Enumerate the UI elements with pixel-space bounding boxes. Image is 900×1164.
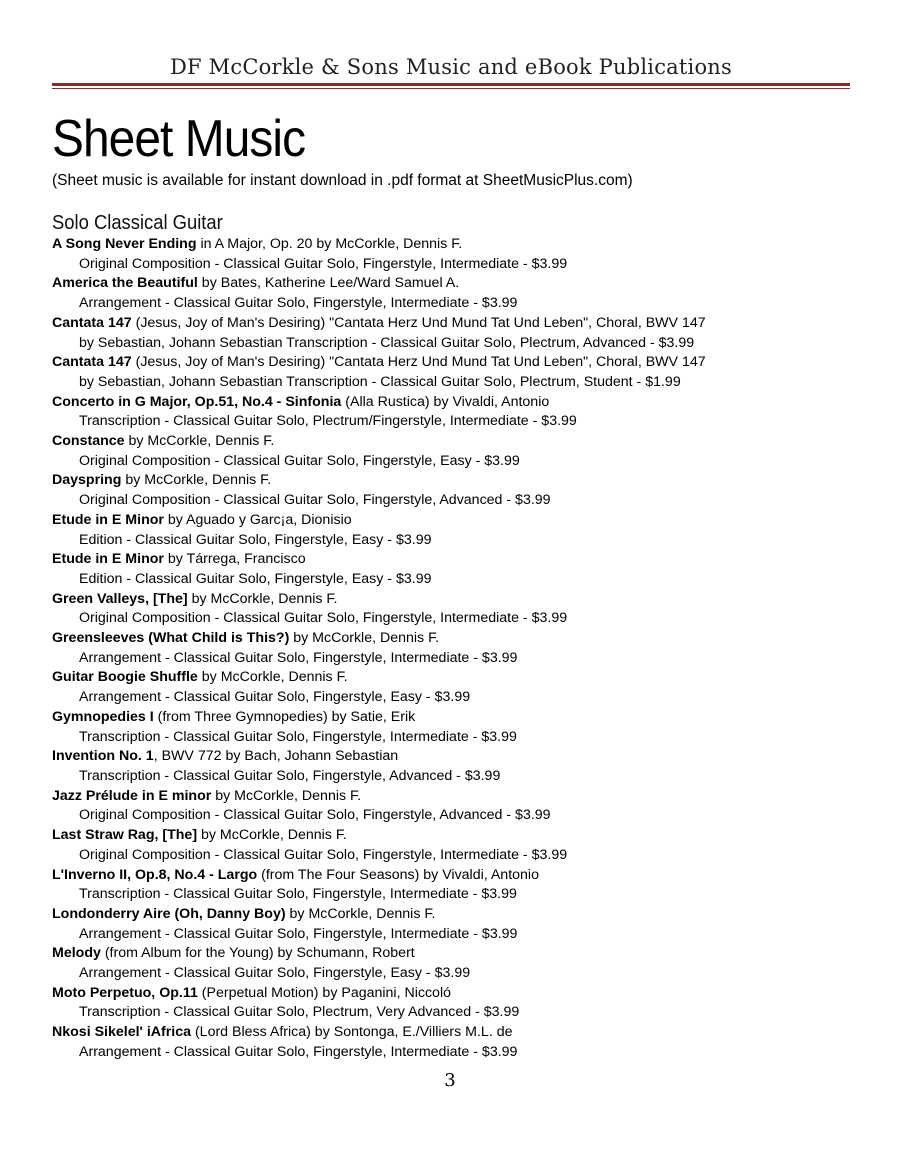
list-item (52, 984, 872, 1023)
entry-title: Nkosi Sikelel' iAfrica (52, 1024, 192, 1041)
entry-title: Gymnopedies I (52, 708, 154, 725)
entry-info: (from The Four Seasons) by Vivaldi, Antonio (257, 866, 539, 883)
entry-detail: Transcription - Classical Guitar Solo, Fingerstyle, Advanced - $3.99 (79, 767, 501, 784)
entry-info: (Lord Bless Africa) by Sontonga, E./Villiers M.L. de (191, 1024, 513, 1041)
entry-title: A Song Never Ending (52, 236, 197, 252)
list-item (52, 708, 872, 747)
entry-title: Moto Perpetuo, Op.11 (52, 984, 198, 1001)
entry-title: Etude in E Minor (52, 551, 164, 568)
entry-detail: Arrangement - Classical Guitar Solo, Fingerstyle, Easy - $3.99 (79, 689, 471, 706)
entry-info: (Jesus, Joy of Man's Desiring) "Cantata Herz Und Mund Tat Und Leben", Choral, BWV 147 (131, 354, 706, 371)
entry-info: by McCorkle, Dennis F. (121, 472, 272, 489)
entry-title: Guitar Boogie Shuffle (52, 669, 198, 686)
list-item (52, 787, 872, 826)
entry-detail: Arrangement - Classical Guitar Solo, Fingerstyle, Easy - $3.99 (79, 965, 471, 982)
entry-detail: Transcription - Classical Guitar Solo, Fingerstyle, Intermediate - $3.99 (79, 886, 517, 903)
entry-info: (Jesus, Joy of Man's Desiring) "Cantata Herz Und Mund Tat Und Leben", Choral, BWV 147 (131, 314, 706, 331)
entry-info: by Aguado y Garc¡a, Dionisio (163, 511, 352, 528)
entry-title: Green Valleys, [The] (52, 590, 188, 607)
entry-detail: Original Composition - Classical Guitar Solo, Fingerstyle, Intermediate - $3.99 (79, 846, 568, 863)
entry-list (52, 235, 872, 1063)
entry-title: Jazz Prélude in E minor (52, 787, 212, 804)
entry-detail: Transcription - Classical Guitar Solo, Fingerstyle, Intermediate - $3.99 (79, 728, 517, 745)
entry-info: by McCorkle, Dennis F. (289, 630, 440, 647)
entry-title: Greensleeves (What Child is This?) (52, 630, 290, 647)
list-item (52, 1023, 872, 1062)
section-heading: Solo Classical Guitar (52, 212, 223, 234)
entry-info: by McCorkle, Dennis F. (197, 827, 347, 844)
entry-title: America the Beautiful (52, 275, 198, 292)
list-item (52, 668, 872, 707)
list-item (52, 314, 872, 353)
list-item (52, 944, 872, 983)
entry-info: (Perpetual Motion) by Paganini, Niccoló (197, 984, 451, 1001)
list-item (52, 432, 872, 471)
list-item (52, 550, 872, 589)
entry-title: Cantata 147 (52, 314, 132, 331)
list-item (52, 866, 872, 905)
entry-title: Dayspring (52, 472, 122, 489)
list-item (52, 826, 872, 865)
page-title: Sheet Music (52, 110, 306, 168)
entry-info: by McCorkle, Dennis F. (124, 433, 275, 450)
entry-title: Londonderry Aire (Oh, Danny Boy) (52, 905, 286, 922)
entry-info: by McCorkle, Dennis F. (197, 669, 348, 686)
entry-info: by Tárrega, Francisco (163, 551, 306, 568)
entry-info: (from Album for the Young) by Schumann, Robert (100, 945, 415, 962)
header-rule-thick (52, 83, 850, 86)
entry-detail: Edition - Classical Guitar Solo, Fingerstyle, Easy - $3.99 (79, 531, 432, 548)
list-item (52, 590, 872, 629)
entry-info: by McCorkle, Dennis F. (187, 590, 338, 607)
entry-info: by Bates, Katherine Lee/Ward Samuel A. (197, 275, 460, 292)
header-rule-thin (52, 88, 850, 89)
entry-detail: Original Composition - Classical Guitar Solo, Fingerstyle, Easy - $3.99 (79, 452, 520, 469)
page-number: 3 (444, 1070, 456, 1091)
list-item (52, 471, 872, 510)
entry-title: L'Inverno II, Op.8, No.4 - Largo (52, 866, 258, 883)
entry-detail: Arrangement - Classical Guitar Solo, Fingerstyle, Intermediate - $3.99 (79, 295, 518, 312)
entry-info: by McCorkle, Dennis F. (211, 787, 362, 804)
entry-title: Invention No. 1 (52, 748, 154, 765)
entry-info: in A Major, Op. 20 by McCorkle, Dennis F. (196, 236, 463, 252)
entry-title: Concerto in G Major, Op.51, No.4 - Sinfonia (52, 393, 342, 410)
entry-detail: Transcription - Classical Guitar Solo, Plectrum, Very Advanced - $3.99 (79, 1004, 520, 1021)
entry-detail: Arrangement - Classical Guitar Solo, Fingerstyle, Intermediate - $3.99 (79, 1043, 518, 1060)
page-header: DF McCorkle & Sons Music and eBook Publications (170, 55, 732, 79)
list-item (52, 511, 872, 550)
entry-title: Cantata 147 (52, 354, 132, 371)
list-item (52, 274, 872, 313)
list-item (52, 393, 872, 432)
entry-detail: Original Composition - Classical Guitar Solo, Fingerstyle, Advanced - $3.99 (79, 492, 551, 509)
entry-detail: by Sebastian, Johann Sebastian Transcription - Classical Guitar Solo, Plectrum, Student - $1.99 (79, 373, 681, 390)
entry-detail: by Sebastian, Johann Sebastian Transcription - Classical Guitar Solo, Plectrum, Advanced - $3.99 (79, 334, 695, 351)
list-item (52, 235, 872, 274)
entry-info: (Alla Rustica) by Vivaldi, Antonio (341, 393, 550, 410)
entry-title: Etude in E Minor (52, 511, 164, 528)
entry-detail: Arrangement - Classical Guitar Solo, Fingerstyle, Intermediate - $3.99 (79, 649, 518, 666)
entry-title: Melody (52, 945, 101, 962)
entry-info: , BWV 772 by Bach, Johann Sebastian (153, 748, 399, 765)
entry-detail: Edition - Classical Guitar Solo, Fingerstyle, Easy - $3.99 (79, 570, 432, 587)
entry-detail: Transcription - Classical Guitar Solo, Plectrum/Fingerstyle, Intermediate - $3.99 (79, 413, 577, 430)
list-item (52, 353, 872, 392)
entry-detail: Arrangement - Classical Guitar Solo, Fingerstyle, Intermediate - $3.99 (79, 925, 518, 942)
list-item (52, 629, 872, 668)
entry-info: (from Three Gymnopedies) by Satie, Erik (153, 708, 416, 725)
list-item (52, 905, 872, 944)
list-item (52, 747, 872, 786)
entry-detail: Original Composition - Classical Guitar Solo, Fingerstyle, Intermediate - $3.99 (79, 255, 568, 272)
entry-detail: Original Composition - Classical Guitar Solo, Fingerstyle, Intermediate - $3.99 (79, 610, 568, 627)
entry-title: Constance (52, 433, 125, 450)
page-subtitle: (Sheet music is available for instant download in .pdf format at SheetMusicPlus.com) (52, 172, 633, 189)
entry-info: by McCorkle, Dennis F. (285, 905, 436, 922)
entry-title: Last Straw Rag, [The] (52, 827, 198, 844)
entry-detail: Original Composition - Classical Guitar Solo, Fingerstyle, Advanced - $3.99 (79, 807, 551, 824)
